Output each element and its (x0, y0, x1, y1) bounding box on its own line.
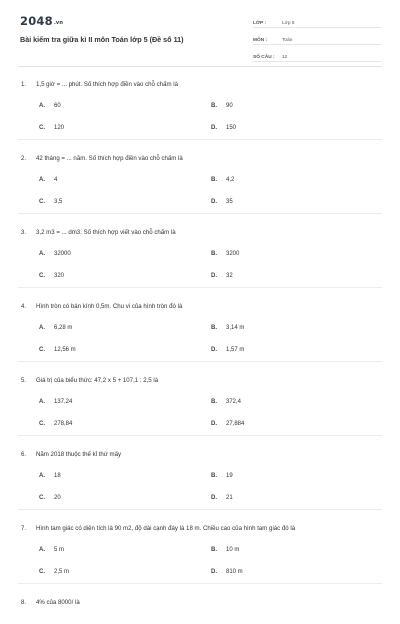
question-prompt: Giá trị của biểu thức: 47,2 x 5 + 107,1 : 2,5 là (36, 377, 159, 384)
question-prompt: 4% của 8000/ là (36, 599, 80, 606)
question-item (18, 436, 382, 510)
answer-option[interactable] (39, 569, 69, 575)
answer-option[interactable] (211, 125, 236, 131)
option-text: 137,24 (54, 399, 73, 405)
option-letter: B. (211, 177, 217, 183)
option-letter: B. (211, 547, 217, 553)
answer-option[interactable] (211, 473, 233, 479)
option-letter: A. (39, 547, 45, 553)
meta-label: MÔN : (253, 38, 268, 43)
answer-option[interactable] (211, 199, 233, 205)
option-text: 4,2 (226, 177, 235, 183)
question-number: 3. (21, 229, 27, 236)
meta-value: Lớp 5 (282, 21, 295, 26)
site-logo[interactable] (20, 14, 63, 28)
option-letter: D. (211, 199, 217, 205)
option-text: 12,56 m (54, 347, 76, 353)
question-prompt: 1,5 giờ = ... phút. Số thích hợp điền vào chỗ chấm là (36, 81, 178, 88)
option-letter: D. (211, 273, 217, 279)
question-item (18, 214, 382, 288)
option-text: 3200 (226, 251, 240, 257)
answer-option[interactable] (211, 547, 239, 553)
option-letter: C. (39, 199, 45, 205)
option-letter: B. (211, 325, 217, 331)
option-text: 18 (54, 473, 61, 479)
question-number: 4. (21, 303, 27, 310)
question-text (21, 155, 183, 162)
answer-option[interactable] (39, 399, 72, 405)
meta-label: SỐ CÂU : (253, 55, 275, 60)
option-text: 32000 (54, 251, 71, 257)
option-text: 150 (226, 125, 237, 131)
option-text: 2,5 m (54, 569, 70, 575)
meta-row-count (253, 48, 381, 62)
option-text: 120 (54, 125, 65, 131)
question-item (18, 66, 382, 140)
answer-option[interactable] (211, 273, 233, 279)
meta-row-subject (253, 31, 381, 45)
option-text: 5 m (54, 547, 65, 553)
logo-text: 2048 (20, 14, 53, 28)
question-prompt: Hình tam giác có diện tích là 90 m2, độ dài cạnh đáy là 18 m. Chiều cao của hình tam giác đó là (36, 525, 296, 532)
option-text: 60 (54, 103, 61, 109)
option-letter: B. (211, 103, 217, 109)
answer-option[interactable] (39, 199, 62, 205)
answer-option[interactable] (39, 473, 61, 479)
option-letter: D. (211, 125, 217, 131)
option-letter: A. (39, 251, 45, 257)
option-text: 3,14 m (226, 325, 245, 331)
meta-row-class (253, 14, 381, 28)
option-text: 1,57 m (226, 347, 245, 353)
question-item (18, 288, 382, 362)
question-item (18, 584, 382, 624)
option-letter: C. (39, 421, 45, 427)
question-item (18, 140, 382, 214)
answer-option[interactable] (211, 399, 241, 405)
option-letter: C. (39, 495, 45, 501)
option-text: 21 (226, 495, 233, 501)
question-prompt: 42 tháng = ... năm. Số thích hợp điền vào chỗ chấm là (36, 155, 183, 162)
answer-option[interactable] (211, 495, 233, 501)
option-text: 6,28 m (54, 325, 73, 331)
option-text: 90 (226, 103, 233, 109)
answer-option[interactable] (211, 251, 239, 257)
option-letter: A. (39, 325, 45, 331)
quiz-meta (253, 14, 381, 65)
question-number: 5. (21, 377, 27, 384)
option-letter: D. (211, 421, 217, 427)
question-text (21, 377, 158, 384)
question-number: 6. (21, 451, 27, 458)
option-text: 35 (226, 199, 233, 205)
meta-value: Toán (282, 38, 293, 43)
question-text (21, 599, 80, 606)
question-number: 7. (21, 525, 27, 532)
option-letter: A. (39, 103, 45, 109)
option-letter: C. (39, 569, 45, 575)
question-text (21, 525, 295, 532)
answer-option[interactable] (39, 495, 61, 501)
option-letter: C. (39, 273, 45, 279)
answer-option[interactable] (39, 103, 61, 109)
question-list (0, 66, 400, 624)
option-text: 19 (226, 473, 233, 479)
answer-option[interactable] (39, 325, 72, 331)
option-letter: B. (211, 251, 217, 257)
option-text: 320 (54, 273, 65, 279)
quiz-title: Bài kiểm tra giữa kì II môn Toán lớp 5 (Đề số 11) (20, 35, 184, 44)
option-letter: C. (39, 347, 45, 353)
option-letter: B. (211, 399, 217, 405)
option-text: 278,84 (54, 421, 73, 427)
option-text: 20 (54, 495, 61, 501)
option-text: 32 (226, 273, 233, 279)
answer-option[interactable] (39, 251, 71, 257)
question-text (21, 229, 176, 236)
question-number: 2. (21, 155, 27, 162)
option-text: 3,5 (54, 199, 63, 205)
answer-option[interactable] (211, 177, 234, 183)
answer-option[interactable] (39, 347, 76, 353)
option-text: 10 m (226, 547, 240, 553)
option-letter: A. (39, 177, 45, 183)
answer-option[interactable] (39, 177, 57, 183)
logo-suffix: .vn (53, 20, 64, 26)
answer-option[interactable] (39, 125, 64, 131)
answer-option[interactable] (211, 421, 244, 427)
option-letter: C. (39, 125, 45, 131)
option-letter: D. (211, 347, 217, 353)
option-letter: D. (211, 569, 217, 575)
answer-option[interactable] (39, 273, 64, 279)
question-prompt: Hình tròn có bán kính 0,5m. Chu vi của hình tròn đó là (36, 303, 183, 310)
answer-option[interactable] (211, 347, 244, 353)
question-text (21, 303, 182, 310)
question-prompt: 3,2 m3 = ... dm3. Số thích hợp viết vào chỗ chấm là (36, 229, 176, 236)
meta-label: LỚP : (253, 21, 267, 26)
option-letter: A. (39, 473, 45, 479)
answer-option[interactable] (39, 421, 72, 427)
meta-value: 12 (282, 55, 288, 60)
question-number: 8. (21, 599, 27, 606)
question-item (18, 362, 382, 436)
option-letter: D. (211, 495, 217, 501)
option-text: 4 (54, 177, 58, 183)
question-text (21, 451, 121, 458)
question-text (21, 81, 178, 88)
answer-option[interactable] (39, 547, 64, 553)
option-text: 372,4 (226, 399, 242, 405)
option-letter: B. (211, 473, 217, 479)
option-text: 810 m (226, 569, 243, 575)
answer-option[interactable] (211, 325, 244, 331)
answer-option[interactable] (211, 569, 243, 575)
question-item (18, 510, 382, 584)
question-number: 1. (21, 81, 27, 88)
option-text: 27,884 (226, 421, 245, 427)
quiz-header (0, 0, 400, 62)
option-letter: A. (39, 399, 45, 405)
answer-option[interactable] (211, 103, 233, 109)
question-prompt: Năm 2018 thuộc thế kỉ thứ mấy (36, 451, 122, 458)
